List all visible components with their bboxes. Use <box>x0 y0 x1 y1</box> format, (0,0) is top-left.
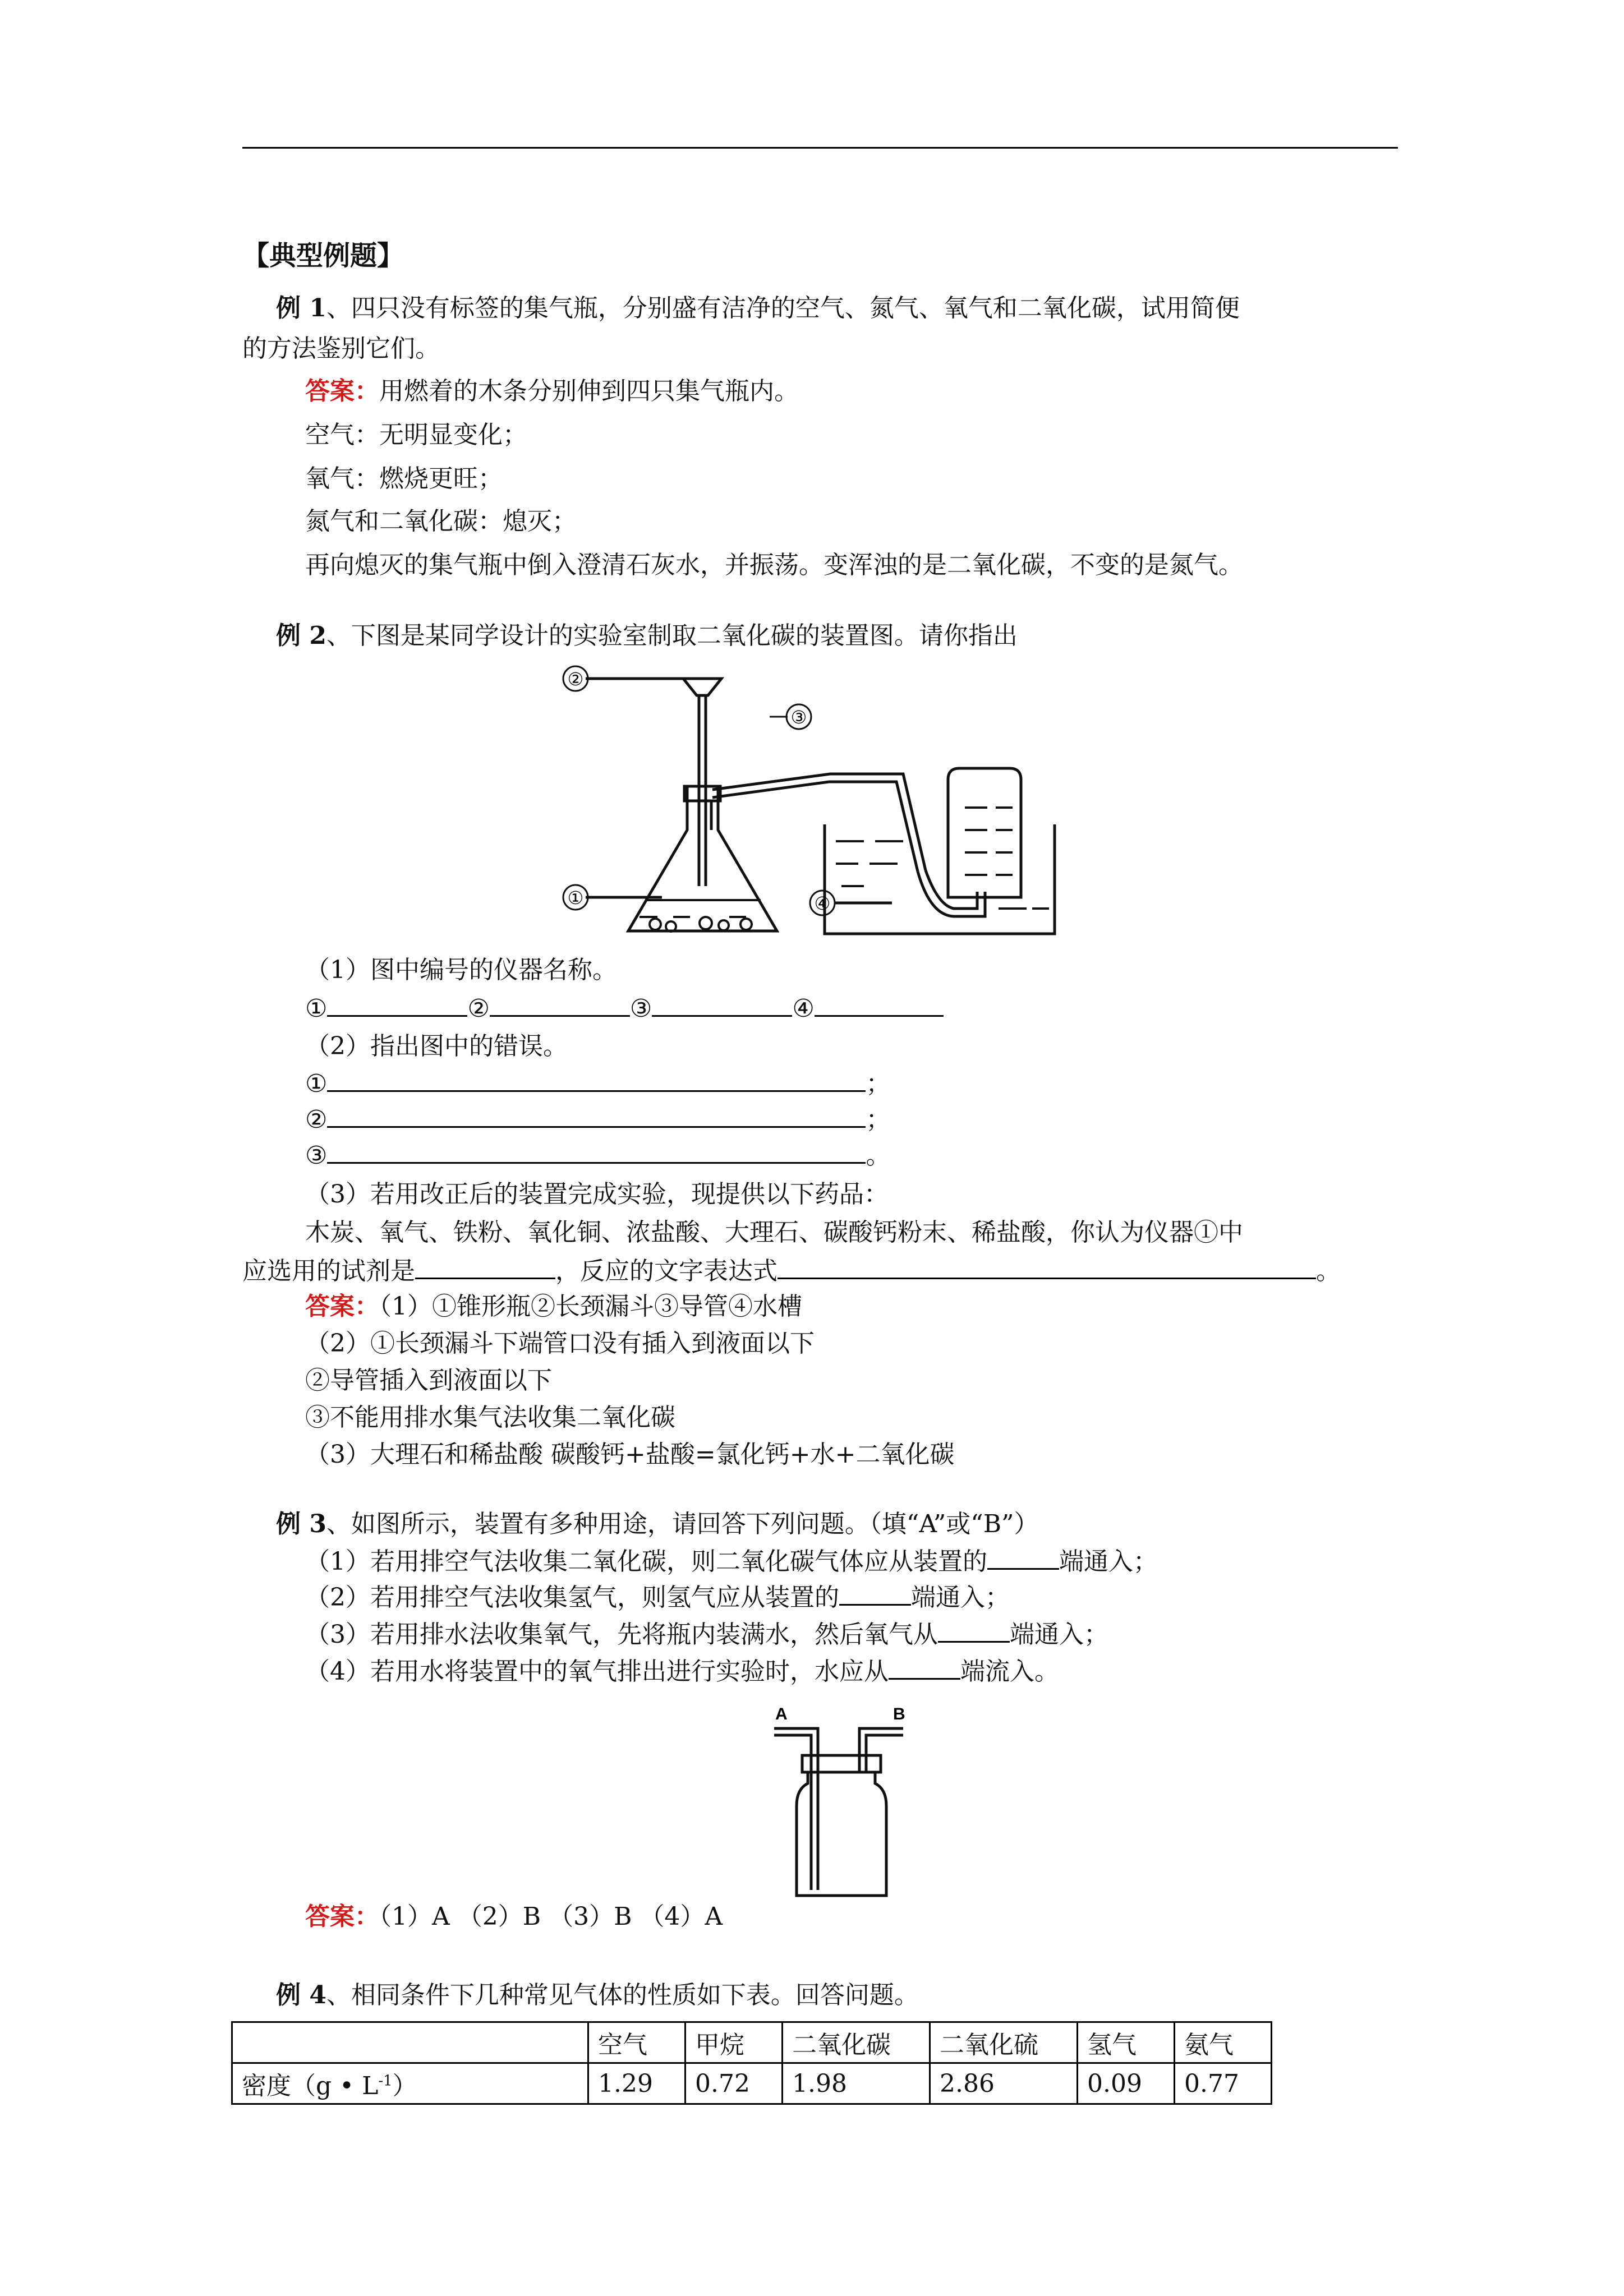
table-header-cell: 空气 <box>588 2022 686 2063</box>
ex1-answer-n2-co2: 氮气和二氧化碳：熄灭； <box>305 507 577 536</box>
q2-mark-2: ② <box>305 1105 328 1134</box>
table-cell: 0.77 <box>1175 2063 1272 2104</box>
q3-text-a: 应选用的试剂是 <box>242 1257 415 1285</box>
table-cell: 1.29 <box>588 2063 686 2104</box>
ex3-q4-text: （4）若用水将装置中的氧气排出进行实验时，水应从 <box>305 1657 889 1686</box>
q2-end-2: ； <box>866 1105 891 1134</box>
ex2-q2-blank-1 <box>305 1068 890 1100</box>
ex2-answer-3: ②导管插入到液面以下 <box>305 1366 552 1395</box>
q1-mark-1: ① <box>305 994 328 1023</box>
diagram-label-4: ④ <box>814 893 831 914</box>
ex2-question-line1 <box>276 620 1018 652</box>
ex1-text: 、四只没有标签的集气瓶，分别盛有洁净的空气、氮气、氧气和二氧化碳，试用简便 <box>326 294 1240 322</box>
table-header-cell: 二氧化硫 <box>930 2022 1078 2063</box>
q1-mark-3: ③ <box>629 994 652 1023</box>
ex3-q2-text: （2）若用排空气法收集氢气，则氢气应从装置的 <box>305 1583 839 1612</box>
ex3-q3-text: （3）若用排水法收集氧气，先将瓶内装满水，然后氧气从 <box>305 1620 938 1649</box>
ex2-text: 、下图是某同学设计的实验室制取二氧化碳的装置图。请你指出 <box>326 621 1018 650</box>
section-heading: 【典型例题】 <box>242 240 404 271</box>
ex3-answer <box>305 1901 723 1933</box>
ex3-label: 例 3 <box>276 1510 326 1538</box>
answer-label: 答案： <box>305 1902 379 1931</box>
ex1-answer-text: 用燃着的木条分别伸到四只集气瓶内。 <box>379 377 799 405</box>
answer-blank[interactable] <box>889 1656 960 1680</box>
table-header-cell: 氢气 <box>1078 2022 1175 2063</box>
ex2-q1: （1）图中编号的仪器名称。 <box>305 956 617 984</box>
answer-blank[interactable] <box>815 993 944 1017</box>
table-header-cell: 二氧化碳 <box>783 2022 930 2063</box>
ex3-q2 <box>305 1582 1010 1613</box>
ex2-answer-2: （2）①长颈漏斗下端管口没有插入到液面以下 <box>305 1329 815 1358</box>
table-cell: 1.98 <box>783 2063 930 2104</box>
ex3-answer-text: （1）A （2）B （3）B （4）A <box>379 1902 723 1931</box>
table-cell: 2.86 <box>930 2063 1078 2104</box>
answer-blank[interactable] <box>778 1255 1316 1279</box>
ex4-label: 例 4 <box>276 1981 326 2009</box>
q3-text-b: ，反应的文字表达式 <box>555 1257 778 1285</box>
ex2-answer-1: （1）①锥形瓶②长颈漏斗③导管④水槽 <box>379 1292 802 1321</box>
diagram-label-2: ② <box>567 669 584 689</box>
q1-mark-2: ② <box>467 994 490 1023</box>
ex3-q2-end: 端通入； <box>911 1583 1010 1612</box>
ex3-q1-end: 端通入； <box>1059 1547 1158 1576</box>
q1-mark-4: ④ <box>792 994 815 1023</box>
table-row-label <box>232 2063 588 2104</box>
row-label-end: ） <box>392 2072 417 2100</box>
answer-blank[interactable] <box>327 1140 866 1164</box>
gas-density-table <box>231 2021 1272 2105</box>
ex1-answer <box>305 376 799 407</box>
diagram-label-a: A <box>775 1705 788 1723</box>
ex2-q2-blank-2 <box>305 1104 890 1136</box>
answer-label: 答案： <box>305 377 379 405</box>
ex3-q3-end: 端通入； <box>1010 1620 1108 1649</box>
diagram-label-b: B <box>893 1705 905 1723</box>
ex2-label: 例 2 <box>276 621 326 650</box>
q2-mark-3: ③ <box>305 1141 328 1170</box>
ex3-q3 <box>305 1619 1108 1650</box>
answer-blank[interactable] <box>415 1255 555 1279</box>
ex2-q3: （3）若用改正后的装置完成实验，现提供以下药品： <box>305 1180 889 1209</box>
ex3-question-line1 <box>276 1509 1039 1540</box>
gas-bottle-diagram <box>763 1699 920 1901</box>
ex2-q2: （2）指出图中的错误。 <box>305 1032 568 1061</box>
diagram-label-3: ③ <box>790 707 807 727</box>
ex4-question-line1 <box>276 1980 919 2011</box>
co2-apparatus-diagram <box>561 662 1066 942</box>
ex2-answer <box>305 1291 802 1322</box>
header-rule <box>242 147 1398 149</box>
ex2-q1-blanks <box>305 993 944 1025</box>
row-label-superscript: -1 <box>378 2072 393 2090</box>
ex3-q4 <box>305 1656 1059 1688</box>
answer-blank[interactable] <box>327 993 467 1017</box>
table-header-row <box>232 2022 1272 2063</box>
table-cell: 0.09 <box>1078 2063 1175 2104</box>
answer-blank[interactable] <box>327 1104 866 1128</box>
ex1-answer-air: 空气：无明显变化； <box>305 421 527 449</box>
answer-label: 答案： <box>305 1292 379 1321</box>
ex1-label: 例 1 <box>276 294 326 322</box>
ex1-question-line1 <box>276 293 1240 324</box>
q2-mark-1: ① <box>305 1069 328 1098</box>
table-header-cell <box>232 2022 588 2063</box>
row-label-text: 密度（g • L <box>242 2072 379 2100</box>
ex2-q2-blank-3 <box>305 1140 890 1172</box>
ex2-answer-5: （3）大理石和稀盐酸 碳酸钙+盐酸=氯化钙+水+二氧化碳 <box>305 1440 955 1469</box>
table-cell: 0.72 <box>686 2063 783 2104</box>
ex3-q4-end: 端流入。 <box>960 1657 1059 1686</box>
answer-blank[interactable] <box>987 1546 1059 1570</box>
ex1-question-line2: 的方法鉴别它们。 <box>242 334 440 363</box>
ex1-answer-oxygen: 氧气：燃烧更旺； <box>305 464 503 493</box>
ex3-q1 <box>305 1546 1158 1578</box>
q2-end-3: 。 <box>866 1141 891 1170</box>
answer-blank[interactable] <box>938 1619 1010 1643</box>
answer-blank[interactable] <box>839 1582 911 1606</box>
ex2-q3-line2: 木炭、氧气、铁粉、氧化铜、浓盐酸、大理石、碳酸钙粉末、稀盐酸，你认为仪器①中 <box>305 1218 1243 1247</box>
table-header-cell: 甲烷 <box>686 2022 783 2063</box>
q2-end-1: ； <box>866 1069 891 1098</box>
ex1-answer-limewater: 再向熄灭的集气瓶中倒入澄清石灰水，并振荡。变浑浊的是二氧化碳，不变的是氮气。 <box>305 551 1243 579</box>
table-header-cell: 氨气 <box>1175 2022 1272 2063</box>
ex2-answer-4: ③不能用排水集气法收集二氧化碳 <box>305 1403 675 1432</box>
q3-text-c: 。 <box>1316 1257 1341 1285</box>
answer-blank[interactable] <box>327 1068 866 1092</box>
answer-blank[interactable] <box>490 993 630 1017</box>
ex4-text: 、相同条件下几种常见气体的性质如下表。回答问题。 <box>326 1981 919 2009</box>
ex3-text: 、如图所示，装置有多种用途，请回答下列问题。（填“A”或“B”） <box>326 1510 1039 1538</box>
answer-blank[interactable] <box>652 993 792 1017</box>
diagram-label-1: ① <box>567 888 584 908</box>
ex3-q1-text: （1）若用排空气法收集二氧化碳，则二氧化碳气体应从装置的 <box>305 1547 987 1576</box>
table-row <box>232 2063 1272 2104</box>
ex2-q3-line3 <box>242 1255 1341 1287</box>
